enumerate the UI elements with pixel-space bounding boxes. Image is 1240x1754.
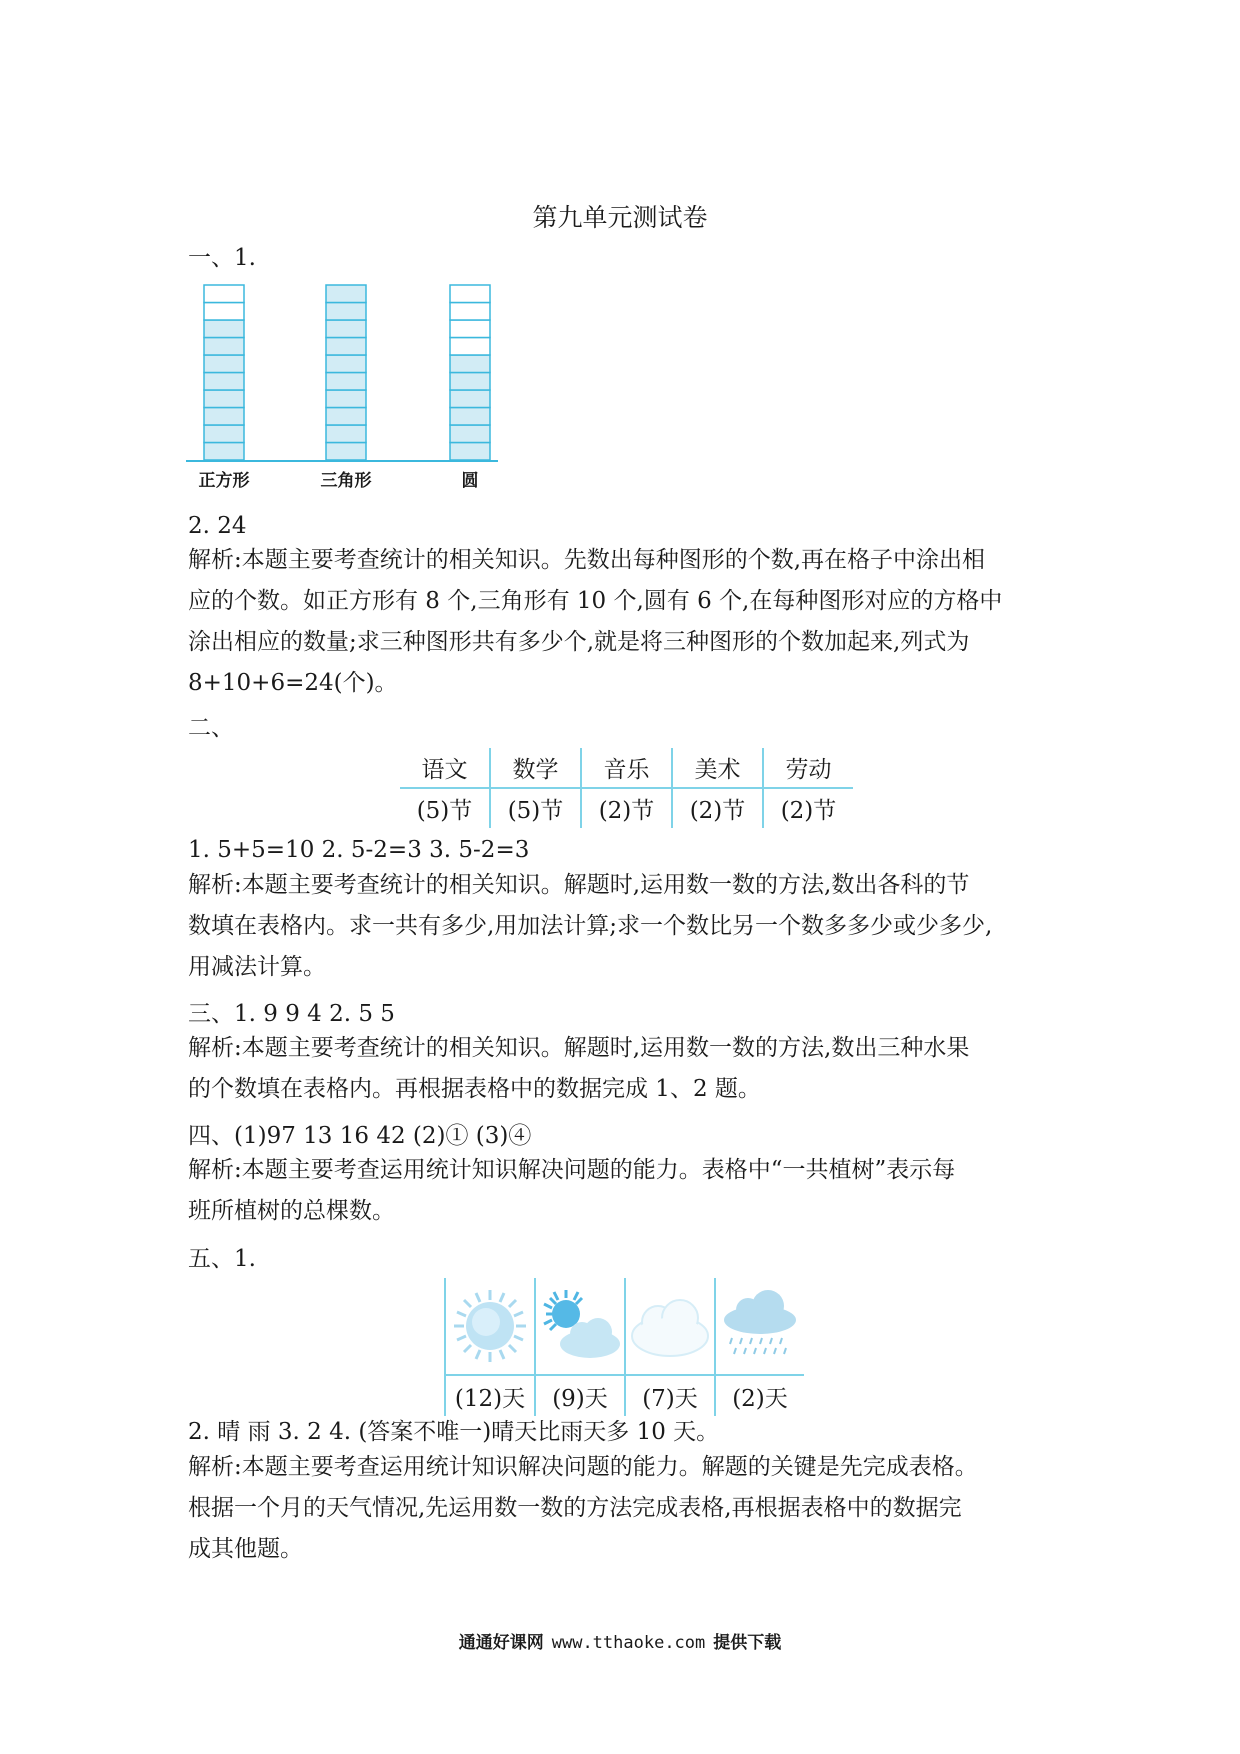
weather-table bbox=[444, 1278, 804, 1416]
table-header-row bbox=[400, 748, 853, 788]
subject-header: 数学 bbox=[490, 748, 581, 788]
bar-cell-filled bbox=[204, 443, 244, 461]
bar-chart bbox=[182, 280, 502, 500]
part5-heading: 五、1. bbox=[188, 1246, 256, 1272]
bar-cell-filled bbox=[326, 390, 366, 408]
analysis-line: 数填在表格内。求一共有多少,用加法计算;求一个数比另一个数多多少或少多少, bbox=[188, 913, 993, 939]
bar-category-label: 圆 bbox=[461, 471, 479, 491]
bar-cell-empty bbox=[450, 303, 490, 321]
bar-cell-empty bbox=[450, 338, 490, 356]
table-row bbox=[400, 788, 853, 828]
part4-answers: 四、(1)97 13 16 42 (2)① (3)④ bbox=[188, 1123, 532, 1149]
bar-cell-filled bbox=[450, 390, 490, 408]
subject-header: 劳动 bbox=[763, 748, 853, 788]
bar-cell-filled bbox=[326, 373, 366, 391]
weather-count: (9)天 bbox=[535, 1375, 625, 1416]
subject-count: (2)节 bbox=[672, 788, 763, 828]
bar-cell-filled bbox=[204, 355, 244, 373]
sun-icon bbox=[450, 1286, 530, 1366]
weather-icon-row bbox=[445, 1278, 804, 1375]
subject-header: 语文 bbox=[400, 748, 490, 788]
bar-cell-filled bbox=[326, 425, 366, 443]
bar-cell-filled bbox=[326, 303, 366, 321]
footer-suffix: 提供下载 bbox=[713, 1633, 782, 1653]
analysis-line: 用减法计算。 bbox=[188, 954, 326, 980]
part2-answers: 1. 5+5=10 2. 5-2=3 3. 5-2=3 bbox=[188, 837, 530, 863]
subject-count: (2)节 bbox=[581, 788, 672, 828]
bar-cell-filled bbox=[326, 408, 366, 426]
rain-cloud-icon bbox=[718, 1286, 802, 1366]
bar-category-label: 正方形 bbox=[198, 471, 250, 491]
analysis-line: 8+10+6=24(个)。 bbox=[188, 670, 398, 696]
page-title: 第九单元测试卷 bbox=[532, 203, 708, 232]
bar-cell-filled bbox=[204, 425, 244, 443]
analysis-line: 成其他题。 bbox=[188, 1536, 303, 1562]
analysis-line: 应的个数。如正方形有 8 个,三角形有 10 个,圆有 6 个,在每种图形对应的方格中 bbox=[188, 588, 1003, 614]
analysis-line: 解析:本题主要考查统计的相关知识。解题时,运用数一数的方法,数出三种水果 bbox=[188, 1035, 970, 1061]
weather-count: (7)天 bbox=[625, 1375, 715, 1416]
weather-value-row bbox=[445, 1375, 804, 1416]
bar-cell-filled bbox=[326, 443, 366, 461]
bar-cell-filled bbox=[450, 373, 490, 391]
bar-cell-filled bbox=[204, 390, 244, 408]
bar-category-label: 三角形 bbox=[320, 471, 372, 491]
analysis-line: 的个数填在表格内。再根据表格中的数据完成 1、2 题。 bbox=[188, 1076, 761, 1102]
bar-cell-empty bbox=[204, 303, 244, 321]
bar-cell-filled bbox=[204, 320, 244, 338]
part5-answers: 2. 晴 雨 3. 2 4. (答案不唯一)晴天比雨天多 10 天。 bbox=[188, 1419, 720, 1445]
part3-analysis bbox=[188, 1028, 1068, 1110]
part1-q2: 2. 24 bbox=[188, 513, 247, 539]
bar-cell-filled bbox=[204, 408, 244, 426]
part1-analysis bbox=[188, 540, 1068, 704]
subject-header: 美术 bbox=[672, 748, 763, 788]
part2-heading: 二、 bbox=[188, 715, 234, 741]
analysis-line: 班所植树的总棵数。 bbox=[188, 1198, 395, 1224]
analysis-line: 涂出相应的数量;求三种图形共有多少个,就是将三种图形的个数加起来,列式为 bbox=[188, 629, 970, 655]
bar-cell-filled bbox=[450, 425, 490, 443]
analysis-line: 解析:本题主要考查统计的相关知识。先数出每种图形的个数,再在格子中涂出相 bbox=[188, 547, 986, 573]
bar-cell-filled bbox=[204, 373, 244, 391]
weather-count: (12)天 bbox=[445, 1375, 535, 1416]
analysis-line: 解析:本题主要考查运用统计知识解决问题的能力。解题的关键是先完成表格。 bbox=[188, 1454, 978, 1480]
bar-cell-filled bbox=[326, 338, 366, 356]
analysis-line: 解析:本题主要考查运用统计知识解决问题的能力。表格中“一共植树”表示每 bbox=[188, 1157, 956, 1183]
footer-url[interactable]: www.tthaoke.com bbox=[551, 1633, 706, 1653]
bar-cell-filled bbox=[450, 443, 490, 461]
subject-table bbox=[400, 748, 853, 828]
subject-count: (2)节 bbox=[763, 788, 853, 828]
part3-answers: 三、1. 9 9 4 2. 5 5 bbox=[188, 1001, 395, 1027]
subject-header: 音乐 bbox=[581, 748, 672, 788]
bar-cell-filled bbox=[326, 355, 366, 373]
bar-cell-filled bbox=[450, 355, 490, 373]
bar-cell-empty bbox=[450, 320, 490, 338]
cloud-icon bbox=[628, 1286, 712, 1366]
footer bbox=[0, 1628, 1240, 1653]
analysis-line: 解析:本题主要考查统计的相关知识。解题时,运用数一数的方法,数出各科的节 bbox=[188, 872, 970, 898]
bar-cell-filled bbox=[326, 285, 366, 303]
part2-analysis bbox=[188, 865, 1068, 988]
bar-cell-filled bbox=[326, 320, 366, 338]
bar-cell-filled bbox=[204, 338, 244, 356]
weather-count: (2)天 bbox=[715, 1375, 804, 1416]
bar-cell-empty bbox=[450, 285, 490, 303]
part1-heading: 一、1. bbox=[188, 245, 256, 271]
part5-analysis bbox=[188, 1447, 1068, 1570]
bar-cell-filled bbox=[450, 408, 490, 426]
bar-cell-empty bbox=[204, 285, 244, 303]
subject-count: (5)节 bbox=[490, 788, 581, 828]
part4-analysis bbox=[188, 1150, 1068, 1232]
analysis-line: 根据一个月的天气情况,先运用数一数的方法完成表格,再根据表格中的数据完 bbox=[188, 1495, 962, 1521]
sun-cloud-icon bbox=[538, 1286, 622, 1366]
footer-site-name: 通通好课网 bbox=[458, 1633, 544, 1653]
subject-count: (5)节 bbox=[416, 798, 473, 824]
